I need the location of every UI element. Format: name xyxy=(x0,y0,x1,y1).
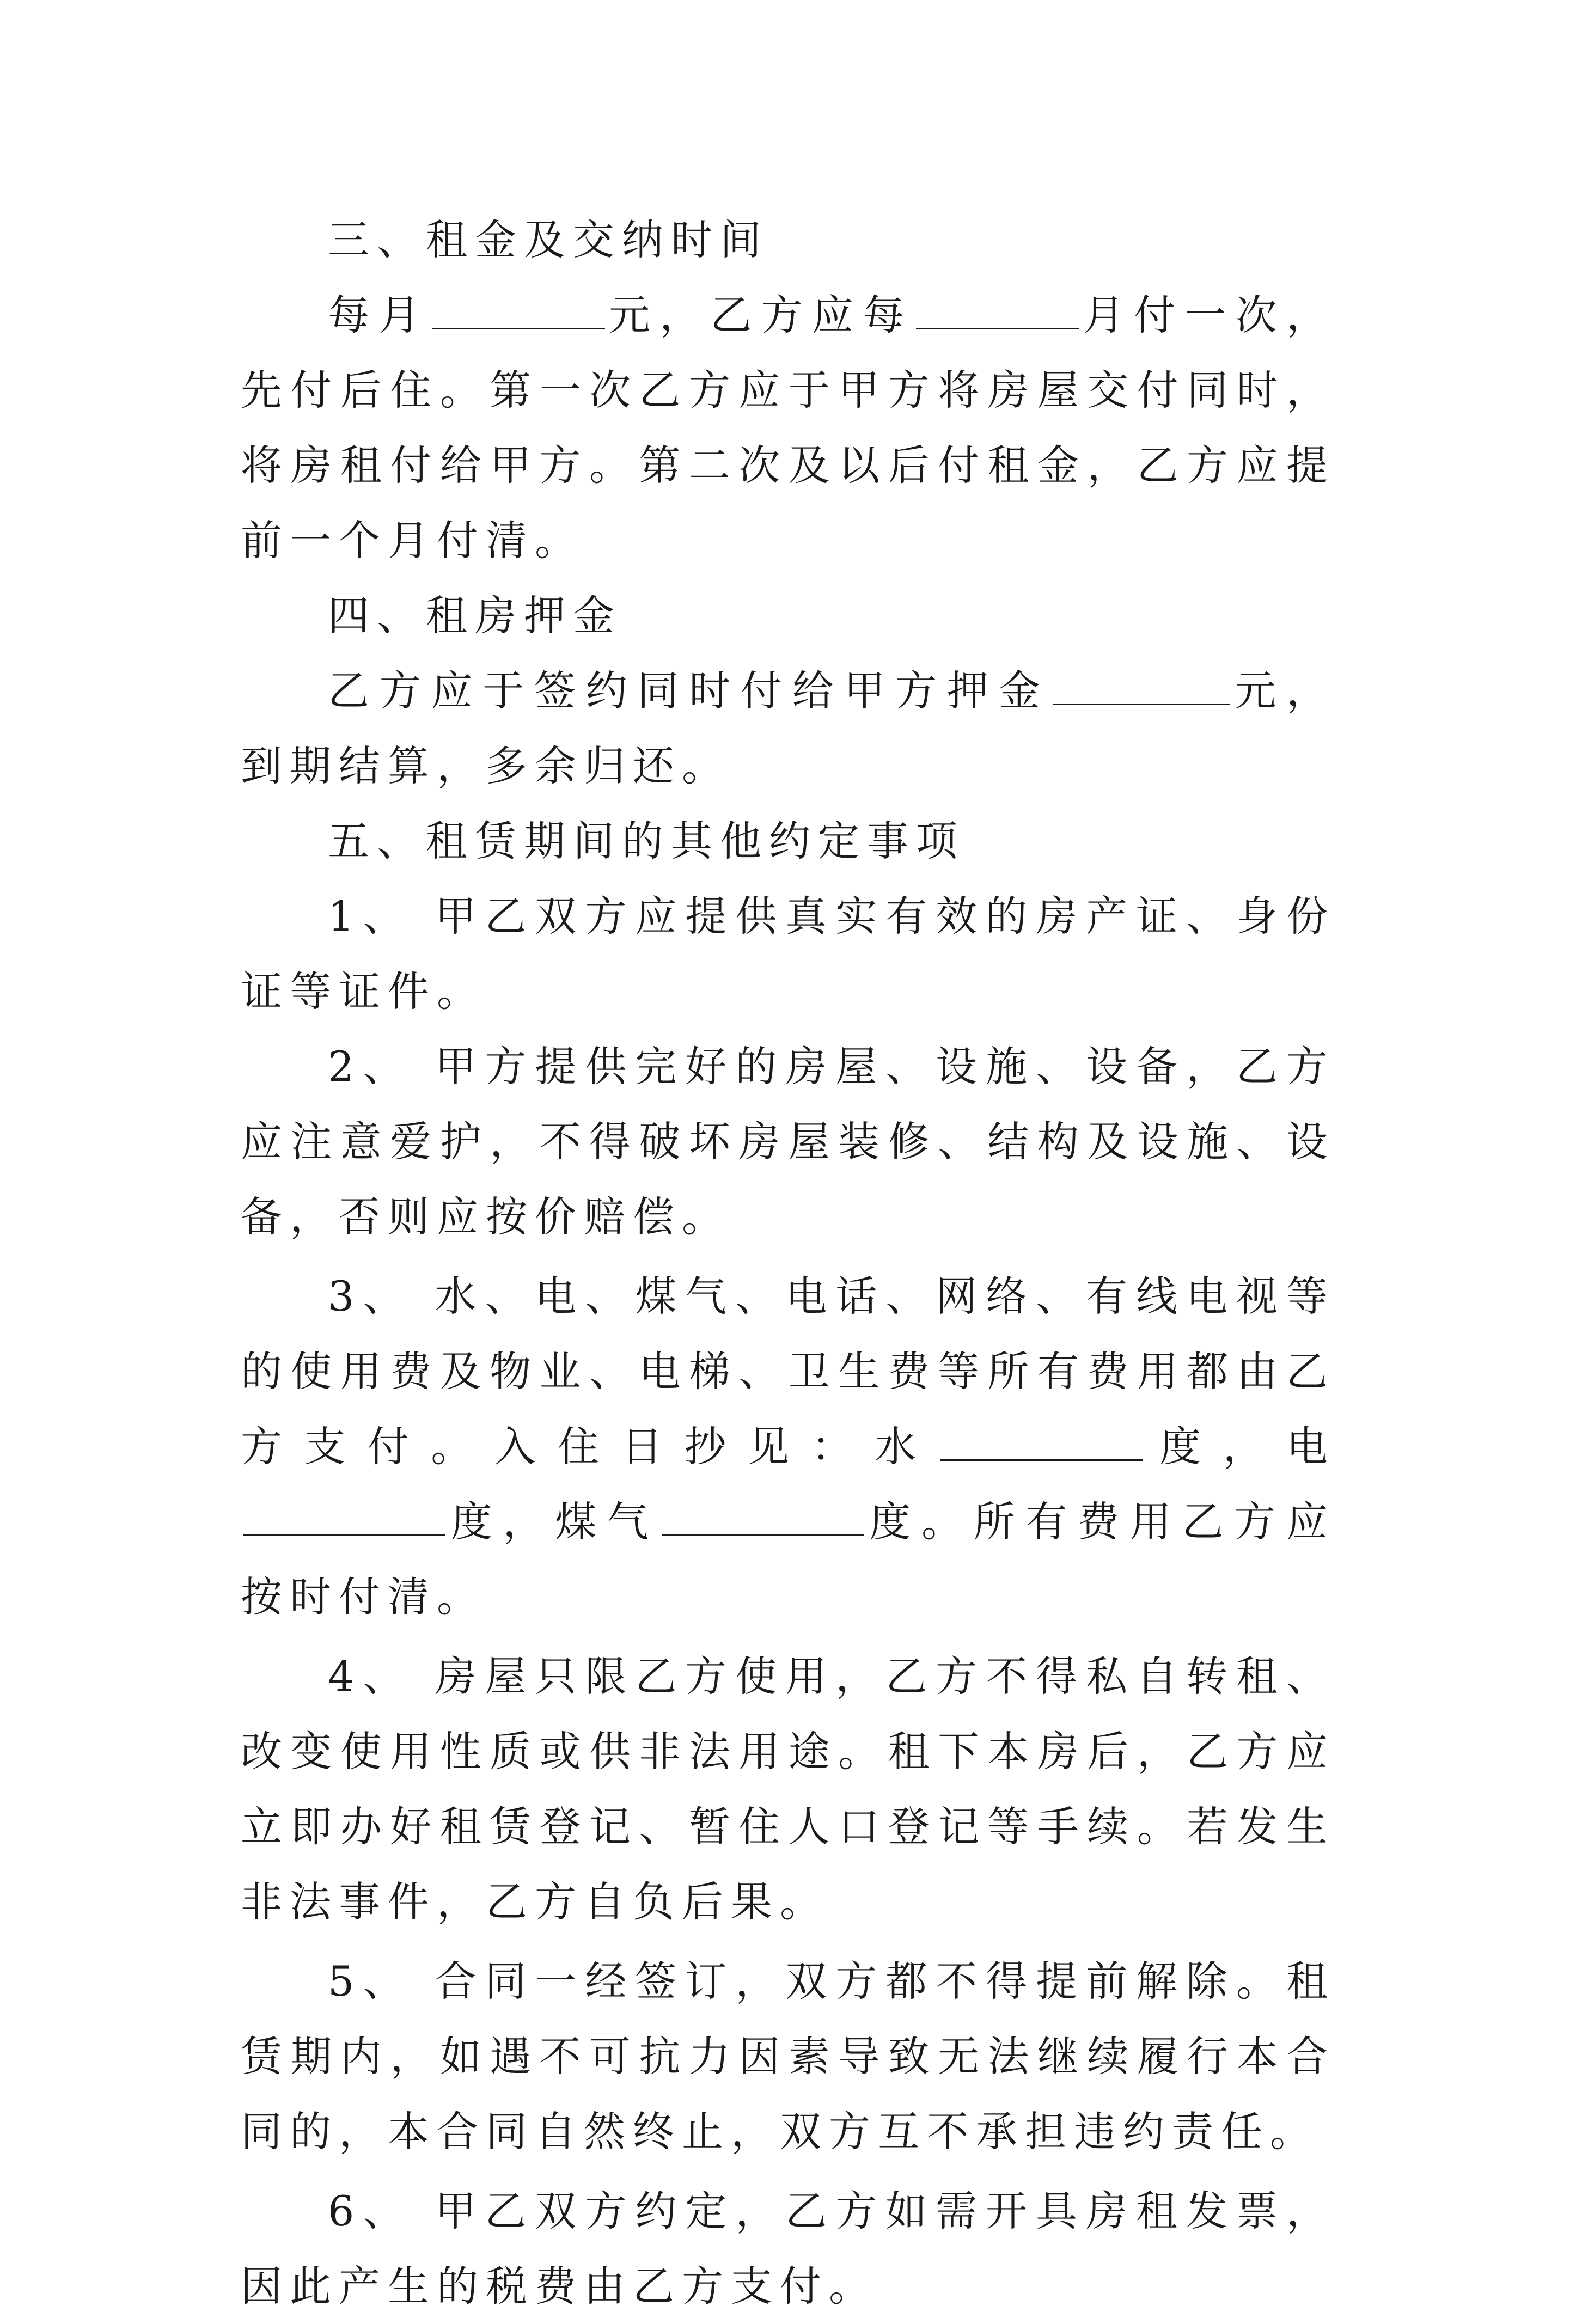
section-heading-deposit-text: 四、租房押金 xyxy=(328,591,622,640)
water-reading-blank[interactable] xyxy=(940,1421,1143,1461)
term-item-5 xyxy=(241,1944,1335,2169)
term-item-3-text-d: 度。所有费用乙方应按时付清。 xyxy=(241,1497,1336,1621)
term-item-3-text-c: 度，煤气 xyxy=(448,1497,659,1546)
deposit-text-2: 元，到期结算，多余归还。 xyxy=(241,666,1335,790)
rent-text-1: 每月 xyxy=(328,291,430,339)
term-item-1-text: 1、 甲乙双方应提供真实有效的房产证、身份证等证件。 xyxy=(241,892,1335,1016)
section-heading-rent-text: 三、租金及交纳时间 xyxy=(328,216,769,264)
rent-text-3: 月付一次，先付后住。第一次乙方应于甲方将房屋交付同时，将房租付给甲方。第二次及以后付租金，乙方应提前一个月付清。 xyxy=(241,291,1336,565)
deposit-paragraph xyxy=(241,653,1335,804)
electricity-reading-blank[interactable] xyxy=(243,1496,445,1536)
monthly-rent-blank[interactable] xyxy=(432,290,605,329)
gas-reading-blank[interactable] xyxy=(662,1496,864,1536)
term-item-4 xyxy=(241,1639,1335,1940)
section-heading-other-terms-text: 五、租赁期间的其他约定事项 xyxy=(328,817,965,865)
section-heading-rent xyxy=(241,203,1335,278)
section-heading-deposit xyxy=(241,578,1335,653)
document-body xyxy=(241,203,1335,2324)
payment-period-blank[interactable] xyxy=(916,290,1079,329)
rent-text-2: 元，乙方应每 xyxy=(607,291,914,339)
deposit-text-1: 乙方应于签约同时付给甲方押金 xyxy=(328,666,1050,715)
term-item-3-text-a: 3、 水、电、煤气、电话、网络、有线电视等的使用费及物业、电梯、卫生费等所有费用都由乙方支付。入住日抄见：水 xyxy=(241,1272,1335,1471)
term-item-2 xyxy=(241,1029,1335,1255)
rent-paragraph xyxy=(241,278,1335,578)
term-item-1 xyxy=(241,879,1335,1029)
term-item-6 xyxy=(241,2174,1335,2324)
term-item-4-text: 4、 房屋只限乙方使用，乙方不得私自转租、改变使用性质或供非法用途。租下本房后，乙方应立即办好租赁登记、暂住人口登记等手续。若发生非法事件，乙方自负后果。 xyxy=(241,1652,1335,1926)
term-item-5-text: 5、 合同一经签订，双方都不得提前解除。租赁期内，如遇不可抗力因素导致无法继续履行本合同的，本合同自然终止，双方互不承担违约责任。 xyxy=(241,1957,1335,2156)
section-heading-other-terms xyxy=(241,804,1335,879)
term-item-3 xyxy=(241,1259,1335,1635)
deposit-amount-blank[interactable] xyxy=(1053,665,1230,705)
term-item-3-text-b: 度，电 xyxy=(1145,1422,1336,1471)
term-item-6-text: 6、 甲乙双方约定，乙方如需开具房租发票，因此产生的税费由乙方支付。 xyxy=(241,2187,1335,2310)
term-item-2-text: 2、 甲方提供完好的房屋、设施、设备，乙方应注意爱护，不得破坏房屋装修、结构及设施、设备，否则应按价赔偿。 xyxy=(241,1042,1335,1241)
